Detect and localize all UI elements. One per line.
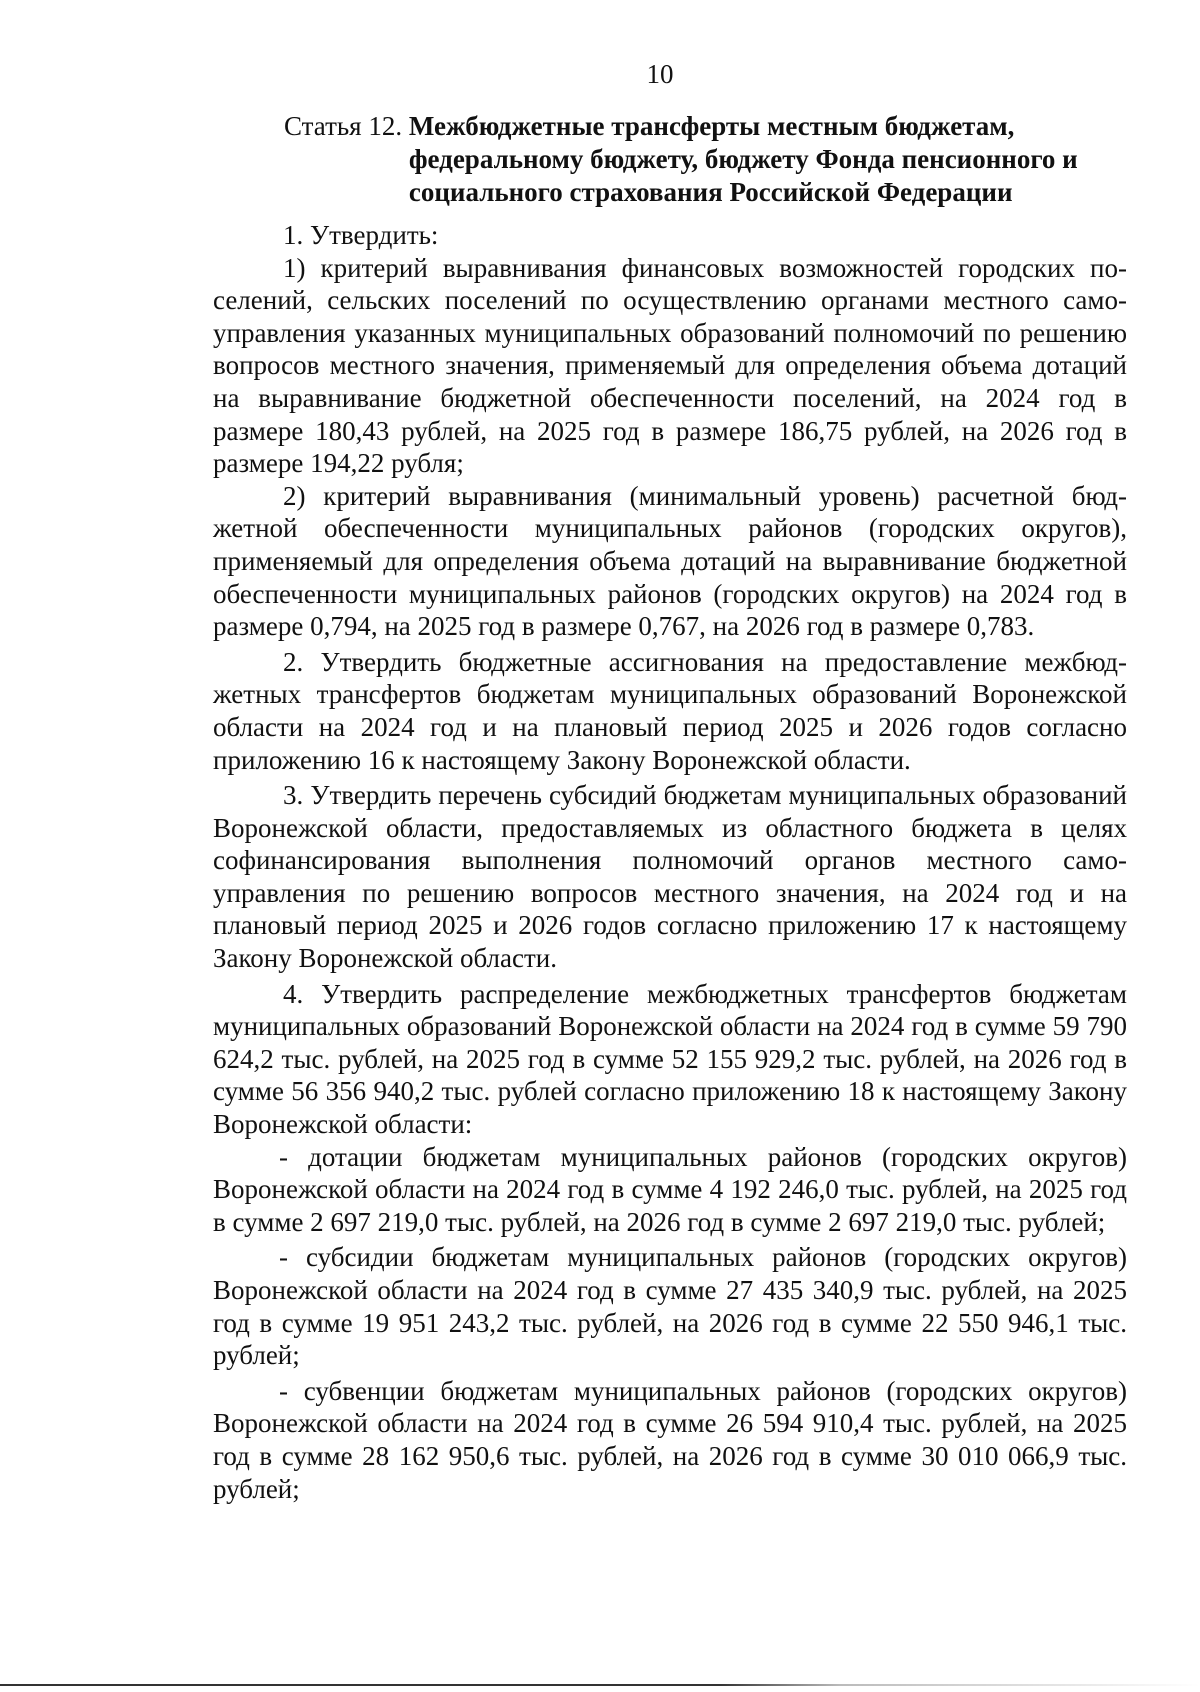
paragraph-item-4: 4. Утвердить распределение межбюджетных трансфертов бюджетам муниципальных образований Воронежской области на 2024 год в сумме 59 790 624,2 тыс. рублей, на 2025 год в сумме 52 155 929,2 тыс. рублей, на 2026 год в сумме 56 356 940,2 тыс. рублей согласно приложению 18 к настоящему Закону Воронежской области: <box>213 978 1127 1140</box>
paragraph-subsidies: - субсидии бюджетам муниципальных районов (городских округов) Воронежской области на 2024 год в сумме 27 435 340,9 тыс. рублей, на 2025 год в сумме 19 951 243,2 тыс. рублей, на 2026 год в сумме 22 550 946,1 тыс. рублей; <box>213 1242 1127 1371</box>
article-number: Статья 12. <box>284 111 409 141</box>
article-title-line: социального страхования Российской Федерации <box>408 177 1013 207</box>
paragraph-item-2: 2. Утвердить бюджетные ассигнования на предоставление межбюджетных трансфертов бюджетам муниципальных образований Воронежской области на 2024 год и на плановый период 2025 и 2026 годов согласно приложению 16 к настоящему Закону Воронежской области. <box>213 646 1127 775</box>
article-heading <box>284 110 1144 209</box>
article-title-line: федеральному бюджету, бюджету Фонда пенсионного и <box>408 144 1078 174</box>
paragraph-dotations: - дотации бюджетам муниципальных районов (городских округов) Воронежской области на 2024 год в сумме 4 192 246,0 тыс. рублей, на 2025 год в сумме 2 697 219,0 тыс. рублей, на 2026 год в сумме 2 697 219,0 тыс. рублей; <box>213 1141 1127 1237</box>
article-title-line: Межбюджетные трансферты местным бюджетам, <box>408 111 1015 141</box>
scan-edge-line <box>0 1684 1200 1686</box>
paragraph-subitem-2: 2) критерий выравнивания (минимальный уровень) расчетной бюджетной обеспеченности муниципальных районов (городских округов), применяемый для определения объема дотаций на выравнивание бюджетной обеспеченности муниципальных районов (городских округов) на 2024 год в размере 0,794, на 2025 год в размере 0,767, на 2026 год в размере 0,783. <box>213 480 1127 642</box>
paragraph-subitem-1: 1) критерий выравнивания финансовых возможностей городских поселений, сельских поселений по осуществлению органами местного самоуправления указанных муниципальных образований полномочий по решению вопросов местного значения, применяемый для определения объема дотаций на выравнивание бюджетной обеспеченности поселений, на 2024 год в размере 180,43 рублей, на 2025 год в размере 186,75 рублей, на 2026 год в размере 194,22 рубля; <box>213 252 1127 479</box>
paragraph-subventions: - субвенции бюджетам муниципальных районов (городских округов) Воронежской области на 2024 год в сумме 26 594 910,4 тыс. рублей, на 2025 год в сумме 28 162 950,6 тыс. рублей, на 2026 год в сумме 30 010 066,9 тыс. рублей; <box>213 1375 1127 1504</box>
article-title <box>409 110 1144 209</box>
paragraph-item-3: 3. Утвердить перечень субсидий бюджетам муниципальных образований Воронежской области, предоставляемых из областного бюджета в целях софинансирования выполнения полномочий органов местного самоуправления по решению вопросов местного значения, на 2024 год и на плановый период 2025 и 2026 годов согласно приложению 17 к настоящему Закону Воронежской области. <box>213 780 1127 974</box>
paragraph-item-1: 1. Утвердить: <box>283 220 439 250</box>
article-body <box>213 219 1127 1505</box>
page-number: 10 <box>646 59 674 89</box>
